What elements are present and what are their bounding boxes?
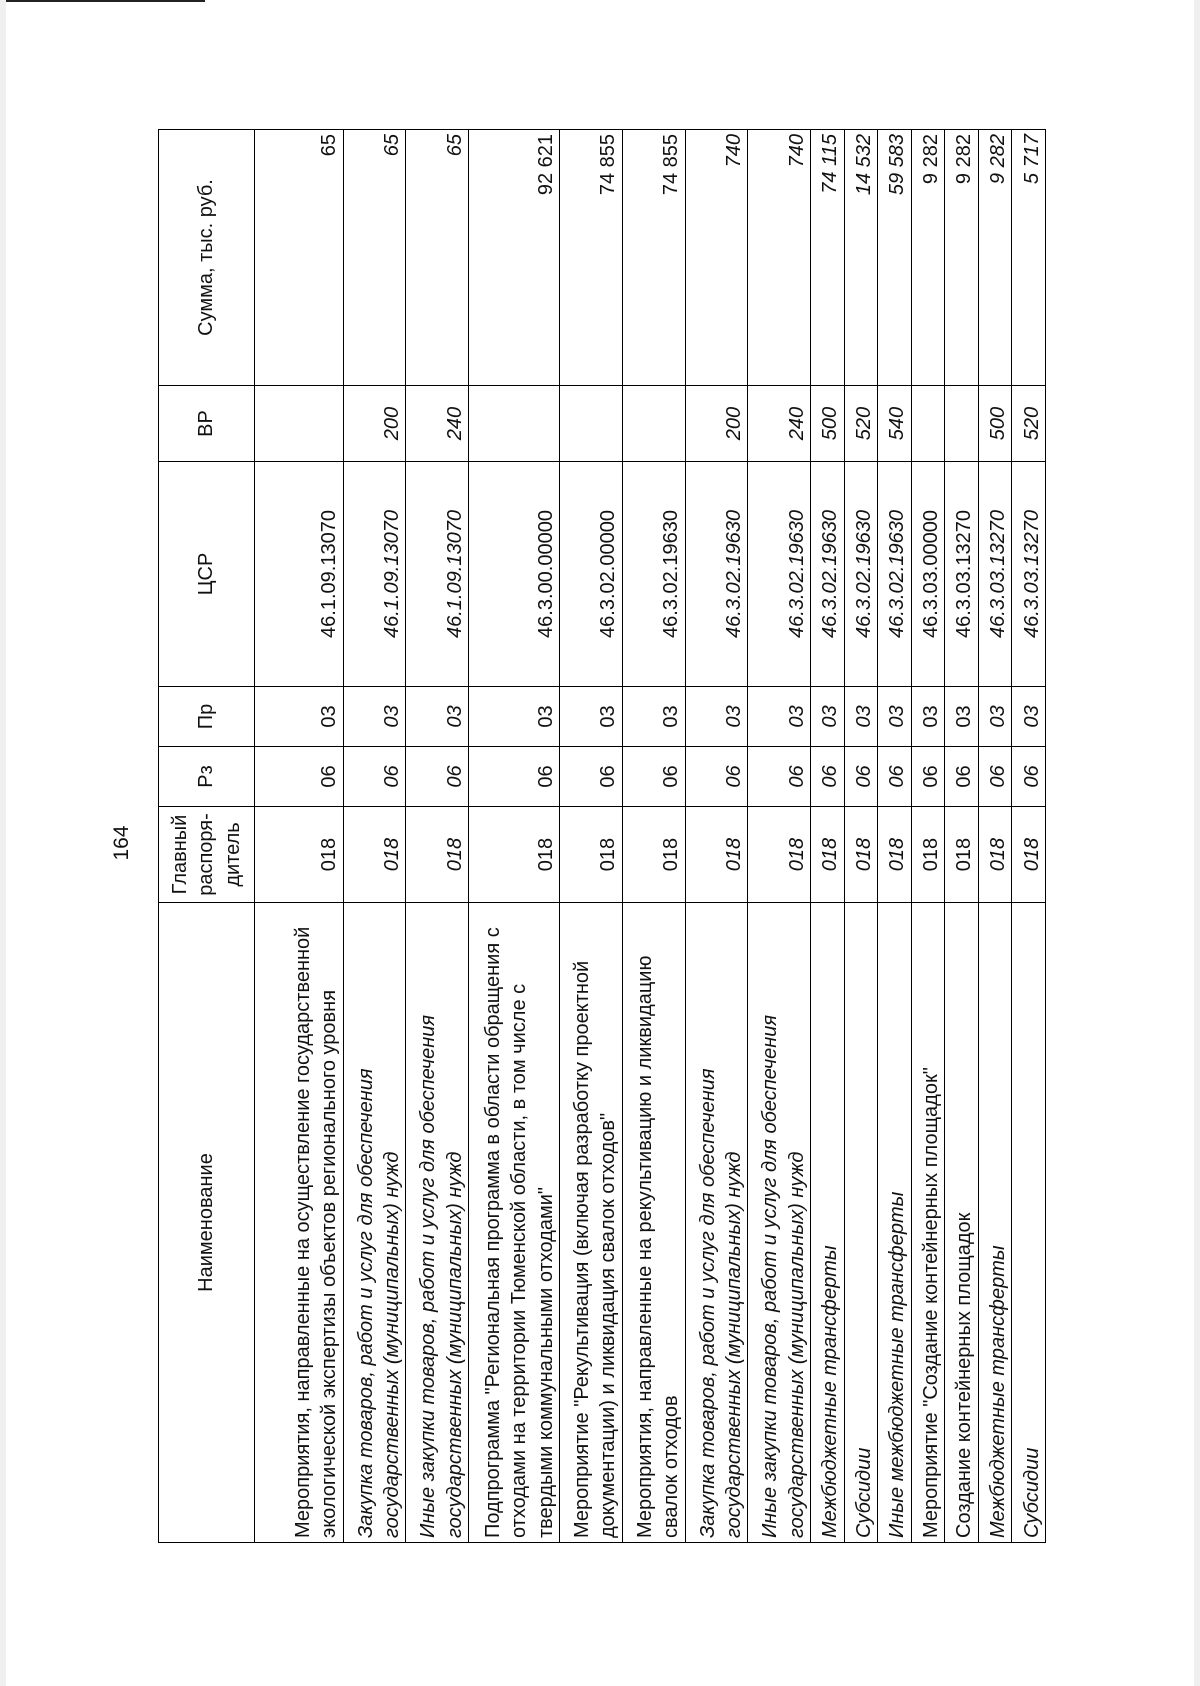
cell-name: Мероприятие "Создание контейнерных площадок" [911, 903, 945, 1543]
cell-vr: 240 [406, 386, 469, 462]
cell-name: Закупка товаров, работ и услуг для обеспечения государственных (муниципальных) нужд [685, 903, 748, 1543]
cell-csr: 46.1.09.13070 [343, 462, 406, 687]
cell-vr: 500 [978, 386, 1012, 462]
table-row [255, 130, 344, 1543]
cell-name: Иные межбюджетные трансферты [878, 903, 912, 1543]
cell-grbs: 018 [878, 807, 912, 903]
cell-name: Субсидии [1012, 903, 1046, 1543]
cell-pr: 03 [1012, 687, 1046, 747]
page-number: 164 [110, 825, 133, 861]
cell-pr: 03 [945, 687, 979, 747]
cell-csr: 46.3.03.00000 [911, 462, 945, 687]
table-row [911, 130, 945, 1543]
header-pr: Пр [159, 687, 255, 747]
cell-rz: 06 [811, 747, 845, 807]
cell-vr: 540 [878, 386, 912, 462]
cell-rz: 06 [945, 747, 979, 807]
cell-grbs: 018 [406, 807, 469, 903]
cell-vr: 520 [1012, 386, 1046, 462]
cell-rz: 06 [343, 747, 406, 807]
cell-pr: 03 [343, 687, 406, 747]
cell-name: Мероприятие "Рекультивация (включая разработку проектной документации) и ликвидация свалок отходов" [560, 903, 623, 1543]
cell-grbs: 018 [978, 807, 1012, 903]
cell-pr: 03 [685, 687, 748, 747]
scan-left-edge [0, 0, 6, 1686]
cell-grbs: 018 [560, 807, 623, 903]
cell-vr: 520 [844, 386, 878, 462]
table-row [811, 130, 845, 1543]
table-row [978, 130, 1012, 1543]
cell-sum: 65 [255, 130, 344, 386]
cell-name: Субсидии [844, 903, 878, 1543]
cell-csr: 46.1.09.13070 [406, 462, 469, 687]
cell-sum: 59 583 [878, 130, 912, 386]
cell-grbs: 018 [469, 807, 560, 903]
cell-rz: 06 [1012, 747, 1046, 807]
cell-grbs: 018 [844, 807, 878, 903]
cell-sum: 740 [685, 130, 748, 386]
header-sum: Сумма, тыс. руб. [159, 130, 255, 386]
cell-name: Мероприятия, направленные на осуществление государственной экологической экспертизы объектов регионального уровня [255, 903, 344, 1543]
cell-vr [469, 386, 560, 462]
cell-sum: 14 532 [844, 130, 878, 386]
cell-name: Закупка товаров, работ и услуг для обеспечения государственных (муниципальных) нужд [343, 903, 406, 1543]
cell-grbs: 018 [622, 807, 685, 903]
cell-name: Иные закупки товаров, работ и услуг для обеспечения государственных (муниципальных) нужд [406, 903, 469, 1543]
cell-sum: 92 621 [469, 130, 560, 386]
cell-sum: 740 [748, 130, 811, 386]
cell-vr [560, 386, 623, 462]
cell-grbs: 018 [811, 807, 845, 903]
cell-csr: 46.3.02.19630 [844, 462, 878, 687]
cell-pr: 03 [560, 687, 623, 747]
cell-csr: 46.3.02.19630 [748, 462, 811, 687]
header-rz: Рз [159, 747, 255, 807]
table-row [343, 130, 406, 1543]
table-row [560, 130, 623, 1543]
table-row [844, 130, 878, 1543]
cell-vr [255, 386, 344, 462]
header-name: Наименование [159, 903, 255, 1543]
cell-name: Иные закупки товаров, работ и услуг для обеспечения государственных (муниципальных) нужд [748, 903, 811, 1543]
cell-pr: 03 [811, 687, 845, 747]
table-row [1012, 130, 1046, 1543]
cell-sum: 5 717 [1012, 130, 1046, 386]
table-row [685, 130, 748, 1543]
scan-top-edge-line [0, 0, 205, 2]
cell-rz: 06 [255, 747, 344, 807]
cell-grbs: 018 [748, 807, 811, 903]
cell-csr: 46.3.02.19630 [685, 462, 748, 687]
cell-vr: 240 [748, 386, 811, 462]
cell-vr [911, 386, 945, 462]
cell-rz: 06 [406, 747, 469, 807]
cell-rz: 06 [911, 747, 945, 807]
cell-csr: 46.3.00.00000 [469, 462, 560, 687]
cell-rz: 06 [469, 747, 560, 807]
cell-sum: 9 282 [911, 130, 945, 386]
cell-vr: 200 [343, 386, 406, 462]
cell-name: Межбюджетные трансферты [811, 903, 845, 1543]
cell-vr: 200 [685, 386, 748, 462]
cell-csr: 46.3.02.19630 [622, 462, 685, 687]
header-grbs: Главный распоря-дитель [159, 807, 255, 903]
cell-name: Мероприятия, направленные на рекультивацию и ликвидацию свалок отходов [622, 903, 685, 1543]
cell-csr: 46.3.03.13270 [978, 462, 1012, 687]
cell-rz: 06 [844, 747, 878, 807]
cell-pr: 03 [255, 687, 344, 747]
table-row [622, 130, 685, 1543]
cell-pr: 03 [469, 687, 560, 747]
cell-pr: 03 [978, 687, 1012, 747]
header-row [159, 130, 255, 1543]
cell-name: Создание контейнерных площадок [945, 903, 979, 1543]
cell-name: Подпрограмма "Региональная программа в области обращения с отходами на территории Тюменской области, в том числе с твердыми коммунальными отходами" [469, 903, 560, 1543]
cell-csr: 46.3.02.19630 [878, 462, 912, 687]
table-row [469, 130, 560, 1543]
header-csr: ЦСР [159, 462, 255, 687]
cell-pr: 03 [406, 687, 469, 747]
table-row [878, 130, 912, 1543]
cell-vr [945, 386, 979, 462]
cell-rz: 06 [685, 747, 748, 807]
scan-right-edge [1194, 0, 1200, 1686]
cell-name: Межбюджетные трансферты [978, 903, 1012, 1543]
cell-csr: 46.3.03.13270 [1012, 462, 1046, 687]
cell-csr: 46.3.03.13270 [945, 462, 979, 687]
cell-grbs: 018 [255, 807, 344, 903]
cell-sum: 65 [343, 130, 406, 386]
cell-pr: 03 [878, 687, 912, 747]
cell-sum: 74 115 [811, 130, 845, 386]
cell-csr: 46.3.02.00000 [560, 462, 623, 687]
cell-rz: 06 [978, 747, 1012, 807]
cell-vr [622, 386, 685, 462]
table-row [945, 130, 979, 1543]
cell-rz: 06 [878, 747, 912, 807]
cell-sum: 74 855 [622, 130, 685, 386]
cell-grbs: 018 [685, 807, 748, 903]
cell-pr: 03 [911, 687, 945, 747]
cell-vr: 500 [811, 386, 845, 462]
cell-sum: 74 855 [560, 130, 623, 386]
cell-csr: 46.1.09.13070 [255, 462, 344, 687]
cell-grbs: 018 [343, 807, 406, 903]
cell-grbs: 018 [945, 807, 979, 903]
cell-pr: 03 [748, 687, 811, 747]
cell-sum: 9 282 [978, 130, 1012, 386]
cell-sum: 9 282 [945, 130, 979, 386]
budget-table [158, 129, 1046, 1543]
cell-rz: 06 [622, 747, 685, 807]
table-row [748, 130, 811, 1543]
cell-sum: 65 [406, 130, 469, 386]
rotated-budget-table [158, 130, 1046, 1543]
cell-pr: 03 [622, 687, 685, 747]
cell-rz: 06 [560, 747, 623, 807]
header-vr: ВР [159, 386, 255, 462]
cell-rz: 06 [748, 747, 811, 807]
cell-pr: 03 [844, 687, 878, 747]
table-row [406, 130, 469, 1543]
cell-grbs: 018 [1012, 807, 1046, 903]
cell-csr: 46.3.02.19630 [811, 462, 845, 687]
cell-grbs: 018 [911, 807, 945, 903]
